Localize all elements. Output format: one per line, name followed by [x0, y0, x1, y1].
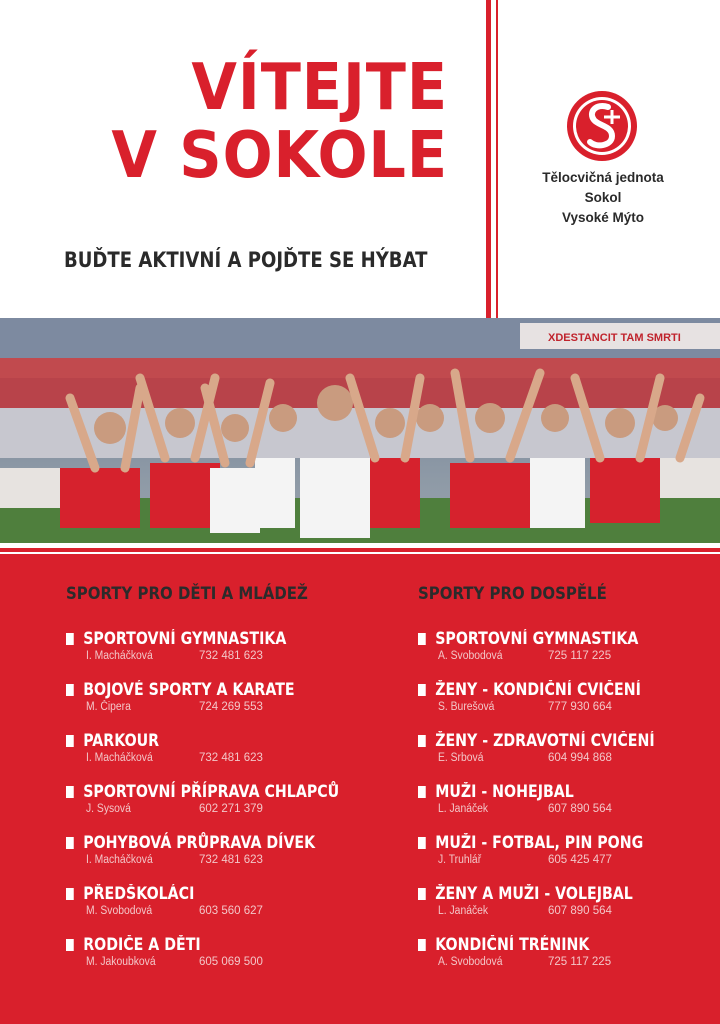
bullet-icon [66, 684, 74, 696]
sport-name: SPORTOVNÍ GYMNASTIKA [83, 629, 287, 648]
sport-name: SPORTOVNÍ GYMNASTIKA [435, 629, 639, 648]
bullet-icon [66, 939, 74, 951]
contact-person: I. Macháčková [86, 650, 153, 662]
sport-name: RODIČE A DĚTI [83, 935, 201, 954]
divider-line-thin [496, 0, 498, 318]
list-item [66, 730, 386, 781]
sport-name: ŽENY A MUŽI - VOLEJBAL [435, 884, 633, 903]
list-item [418, 832, 708, 883]
contact-phone: 605 425 477 [548, 854, 612, 866]
contact-person: J. Sysová [86, 803, 131, 815]
sport-name: ŽENY - ZDRAVOTNÍ CVIČENÍ [435, 731, 655, 750]
contact-phone: 604 994 868 [548, 752, 612, 764]
sport-name: SPORTOVNÍ PŘÍPRAVA CHLAPCŮ [83, 782, 340, 801]
list-item [66, 883, 386, 934]
divider-line [486, 0, 491, 318]
contact-person: L. Janáček [438, 905, 489, 917]
contact-phone: 602 271 379 [199, 803, 263, 815]
list-item [418, 883, 708, 934]
contact-phone: 732 481 623 [199, 854, 263, 866]
bullet-icon [66, 735, 74, 747]
hero-photo [0, 318, 720, 543]
bullet-icon [418, 633, 426, 645]
club-line-1: Tělocvičná jednota [542, 170, 664, 185]
sport-name: PARKOUR [83, 731, 160, 750]
contact-person: L. Janáček [438, 803, 489, 815]
bullet-icon [418, 684, 426, 696]
club-name [518, 168, 688, 228]
contact-phone: 732 481 623 [199, 752, 263, 764]
contact-person: E. Srbová [438, 752, 484, 764]
bullet-icon [66, 837, 74, 849]
contact-person: J. Truhlář [438, 854, 482, 866]
contact-person: M. Jakoubková [86, 956, 156, 968]
bullet-icon [418, 786, 426, 798]
list-item [418, 781, 708, 832]
bullet-icon [66, 633, 74, 645]
club-line-2: Sokol [584, 190, 622, 205]
kids-sports-column [66, 584, 386, 985]
contact-phone: 607 890 564 [548, 803, 612, 815]
contact-person: I. Macháčková [86, 752, 153, 764]
contact-phone: 603 560 627 [199, 905, 263, 917]
contact-person: M. Svobodová [86, 905, 153, 917]
sport-name: KONDIČNÍ TRÉNINK [435, 935, 590, 954]
white-stripe [0, 543, 720, 548]
contact-phone: 732 481 623 [199, 650, 263, 662]
list-item [418, 679, 708, 730]
contact-phone: 607 890 564 [548, 905, 612, 917]
list-item [66, 781, 386, 832]
list-item [66, 679, 386, 730]
list-item [66, 628, 386, 679]
list-item [66, 832, 386, 883]
contact-person: M. Čipera [86, 701, 131, 713]
contact-phone: 725 117 225 [548, 650, 612, 662]
sport-name: MUŽI - NOHEJBAL [435, 782, 574, 801]
adults-heading: SPORTY PRO DOSPĚLÉ [418, 584, 607, 604]
stadium-banner: XDESTANCIT TAM SMRTI [548, 332, 681, 344]
sport-name: MUŽI - FOTBAL, PIN PONG [435, 833, 644, 852]
bullet-icon [418, 735, 426, 747]
contact-person: A. Svobodová [438, 956, 503, 968]
title-line-1: VÍTEJTE [191, 51, 449, 125]
header-section [0, 0, 720, 318]
page-subtitle: BUĎTE AKTIVNÍ A POJĎTE SE HÝBAT [64, 248, 428, 272]
contact-person: S. Burešová [438, 701, 495, 713]
bullet-icon [66, 786, 74, 798]
title-line-2: V SOKOLE [111, 119, 448, 193]
bullet-icon [418, 837, 426, 849]
sokol-logo-icon [566, 90, 638, 162]
sport-name: BOJOVÉ SPORTY A KARATE [83, 680, 295, 699]
contact-phone: 777 930 664 [548, 701, 612, 713]
list-item [66, 934, 386, 985]
contact-phone: 605 069 500 [199, 956, 263, 968]
bullet-icon [418, 888, 426, 900]
contact-person: I. Macháčková [86, 854, 153, 866]
bullet-icon [66, 888, 74, 900]
adult-sports-column [418, 584, 708, 985]
kids-heading: SPORTY PRO DĚTI A MLÁDEŽ [66, 584, 308, 604]
contact-phone: 725 117 225 [548, 956, 612, 968]
white-stripe-thin [0, 552, 720, 554]
club-line-3: Vysoké Mýto [561, 210, 645, 225]
sport-name: PŘEDŠKOLÁCI [83, 884, 195, 903]
sport-name: ŽENY - KONDIČNÍ CVIČENÍ [435, 680, 641, 699]
list-item [418, 730, 708, 781]
bullet-icon [418, 939, 426, 951]
photo-illustration [0, 318, 720, 543]
contact-person: A. Svobodová [438, 650, 503, 662]
page-title [62, 51, 449, 193]
list-item [418, 628, 708, 679]
list-item [418, 934, 708, 985]
contact-phone: 724 269 553 [199, 701, 263, 713]
sport-name: POHYBOVÁ PRŮPRAVA DÍVEK [83, 833, 316, 852]
